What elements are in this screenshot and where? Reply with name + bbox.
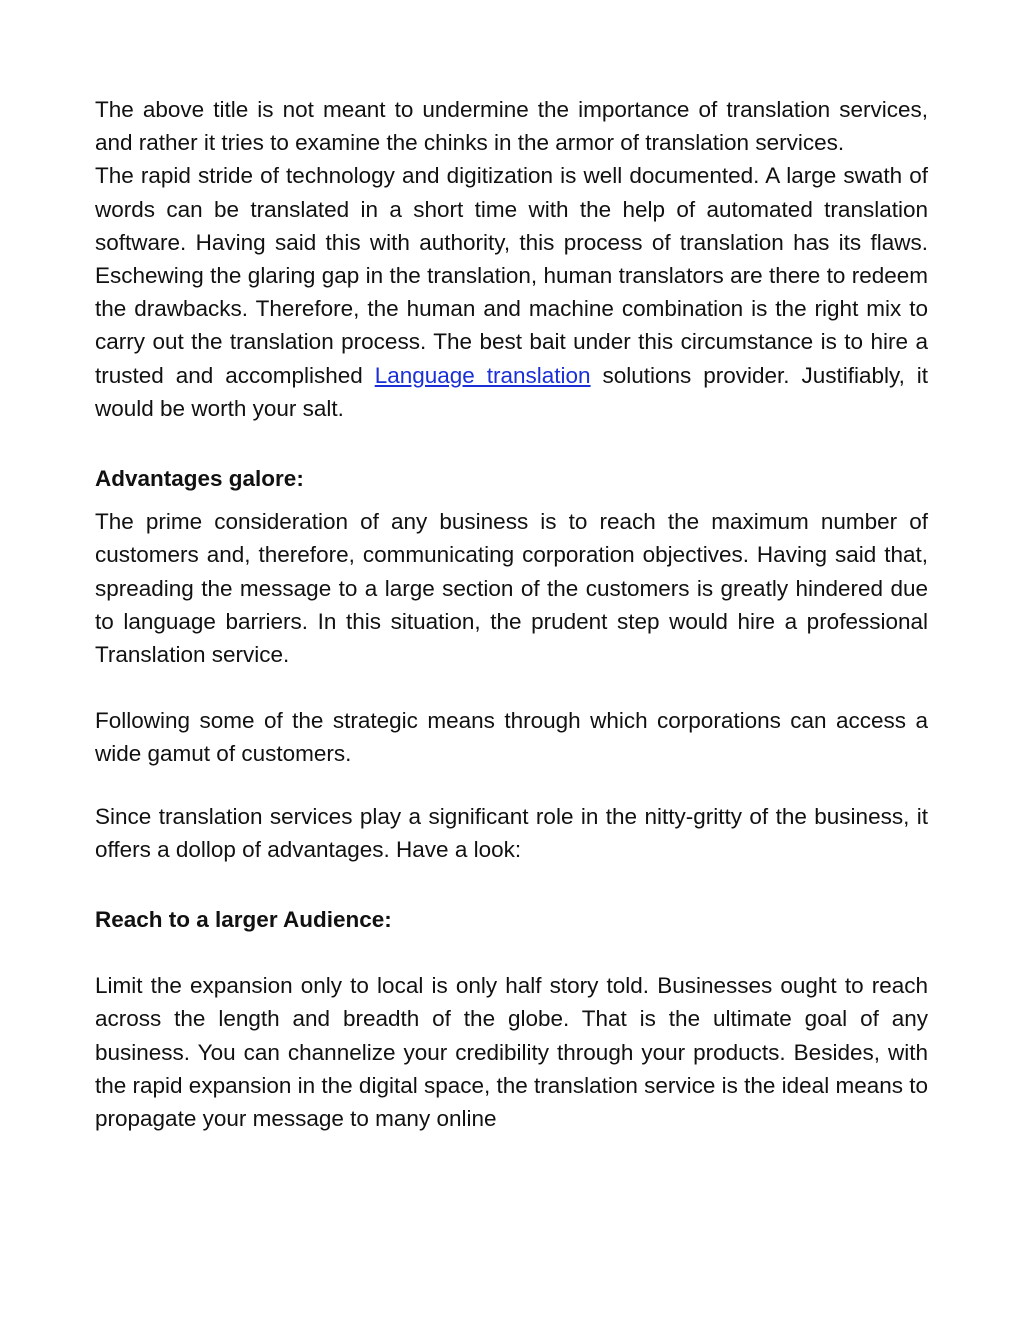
strategic-means-paragraph: Following some of the strategic means through which corporations can access a wide gamut of customers. — [95, 708, 928, 767]
document-page — [95, 93, 928, 1135]
audience-paragraph: Limit the expansion only to local is only half story told. Businesses ought to reach across the length and breadth of the globe. That is the ultimate goal of any business. You can channelize your credibility through your products. Besides, with the rapid expansion in the digital space, the translation service is the ideal means to propagate your message to many online — [95, 973, 928, 1132]
advantages-intro-paragraph: Since translation services play a significant role in the nitty-gritty of the business, it offers a dollop of advantages. Have a look: — [95, 803, 928, 862]
advantages-heading: Advantages galore: — [95, 466, 304, 492]
business-paragraph: The prime consideration of any business is to reach the maximum number of customers and, therefore, communicating corporation objectives. Having said that, spreading the message to a large section of the customers is greatly hindered due to language barriers. In this situation, the prudent step would hire a professional Translation service. — [95, 509, 928, 668]
technology-paragraph — [95, 159, 928, 425]
technology-paragraph-text-end: solutions provider. Justifiably, it would be worth your salt. — [95, 362, 929, 421]
language-translation-link[interactable]: Language translation — [374, 362, 591, 388]
intro-paragraph: The above title is not meant to undermine the importance of translation services, and rather it tries to examine the chinks in the armor of translation services. — [95, 97, 928, 156]
technology-paragraph-text-start: The rapid stride of technology and digitization is well documented. A large swath of words can be translated in a short time with the help of automated translation software. Having said this with authority, this process of translation has its flaws. Eschewing the glaring gap in the translation, human translators are there to redeem the drawbacks. Therefore, the human and machine combination is the right mix to carry out the translation process. The best bait under this circumstance is to hire a trusted and accomplished — [95, 163, 928, 388]
audience-heading: Reach to a larger Audience: — [95, 907, 392, 933]
